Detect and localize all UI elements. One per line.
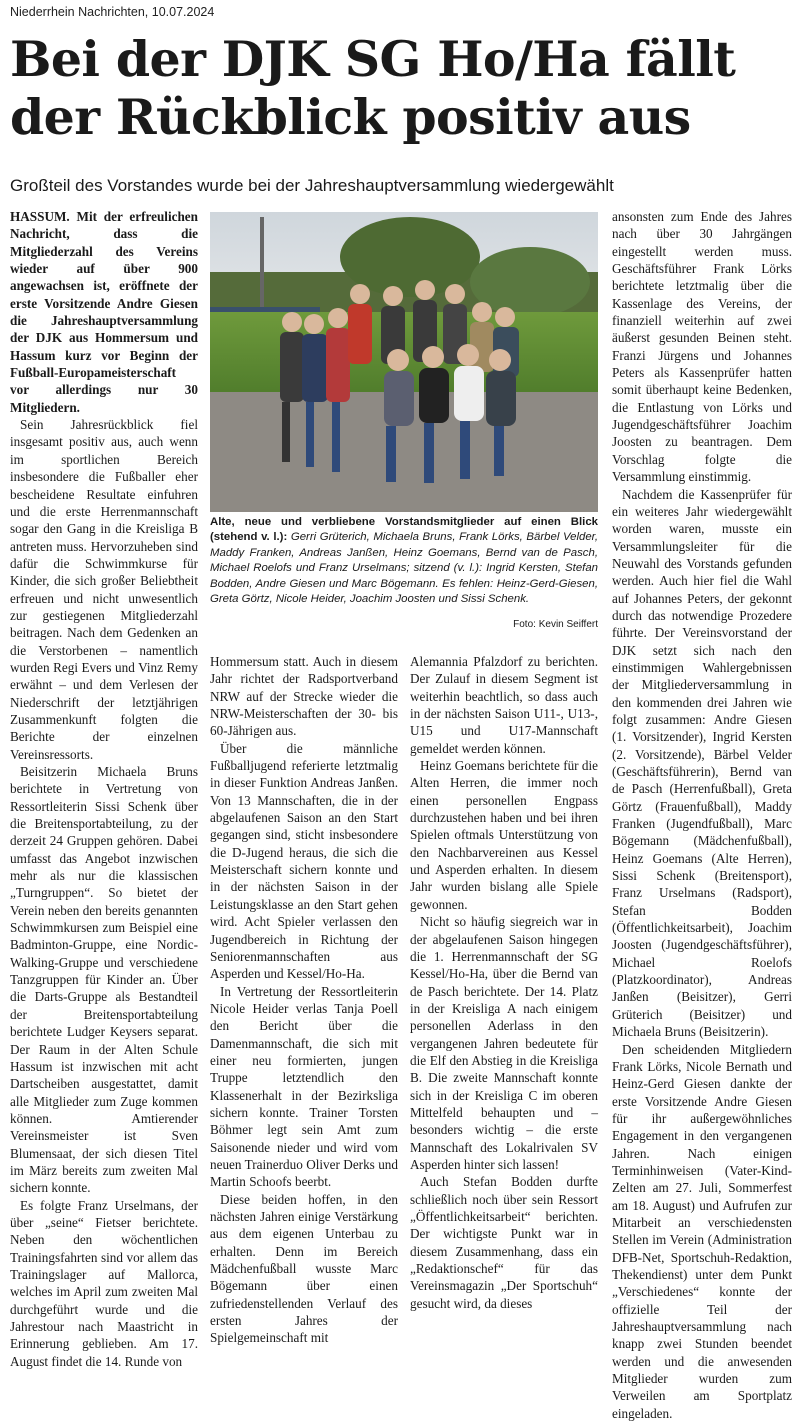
lead-paragraph: HASSUM. Mit der erfreulichen Nachricht, dass die Mitgliederzahl des Vereins wieder auf über 900 angewachsen ist, eröffnete der erste Vorsitzende Andre Giesen die Jahreshauptversammlung der DJK aus Hommersum und Hassum kurz vor Beginn der Fußball-Europameisterschaft vor allerdings nur 30 Mitgliedern. bbox=[10, 208, 198, 416]
paragraph: Alemannia Pfalzdorf zu berichten. Der Zulauf in diesem Segment ist weiterhin beachtlich, so dass auch in der nächsten Saison U11-, U13-, U15 und U17-Mannschaft gemeldet werden können. bbox=[410, 653, 598, 757]
paragraph: Nicht so häufig siegreich war in der abgelaufenen Saison hingegen die 1. Herrenmannschaft der SG Kessel/Ho-Ha, über die Bernd van de Pasch berichtete. Der 14. Platz in der Kreisliga A nach einigem personellen Aderlass in den vergangenen Jahren bedeutete für die Elf den Abstieg in die Kreisliga B. Die zweite Mannschaft konnte sich in der Kreisliga C im oberen Mittelfeld behaupten und – besonders wichtig – die erste Mannschaft des Lokalrivalen SV Asperden hinter sich lassen! bbox=[410, 913, 598, 1173]
caption-bold: Alte, neue und verbliebene Vorstandsmitglieder auf einen Blick (stehend v. l.): bbox=[210, 516, 598, 543]
article-column-4 bbox=[612, 208, 792, 1422]
photo-credit: Foto: Kevin Seiffert bbox=[470, 619, 598, 630]
team-photo bbox=[210, 212, 598, 512]
paragraph: Beisitzerin Michaela Bruns berichtete in Vertretung von Ressortleiterin Sissi Schenk über die Breitensportabteilung, zu der derzeit 24 Gruppen gehören. Dabei umfasst das Angebot inzwischen mehr als nur die klassischen „Turngruppen“. So bietet der Verein neben den bereits genannten Schwimmkursen zum Beispiel eine Badminton-Gruppe, eine Nordic-Walking-Gruppe und verschiedene Tanzgruppen für Kinder an. Über die Darts-Gruppe als Bestandteil der Breitensportabteilung berichtete Ludger Keysers separat. Der Raum in der Alten Schule Hassum ist inzwischen mit acht Dartscheiben ausgestattet, damit alle Mitglieder zum Zuge kommen können. Amtierender Vereinsmeister ist Sven Blumensaat, der sich diesen Titel im März bereits zum zweiten Mal sichern konnte. bbox=[10, 763, 198, 1197]
paragraph: Auch Stefan Bodden durfte schließlich noch über sein Ressort „Öffentlichkeitsarbeit“ berichten. Der wichtigste Punkt war in diesem Zusammenhang, dass ein „Redaktionschef“ für das Vereinsmagazin „Der Sportschuh“ gesucht wird, da dieses bbox=[410, 1173, 598, 1312]
paragraph: Heinz Goemans berichtete für die Alten Herren, die immer noch einen personellen Engpass durchzustehen haben und bei ihren Spielen oftmals Unterstützung von den Nachbarvereinen aus Kessel und Asperden erhalten. In diesem Jahr wurden bislang alle Spiele gewonnen. bbox=[410, 757, 598, 913]
article-column-2 bbox=[210, 653, 398, 1347]
article-column-1 bbox=[10, 208, 198, 1370]
paragraph: Nachdem die Kassenprüfer für ein weiteres Jahr wiedergewählt worden waren, musste ein Versammlungsleiter für die Neuwahl des Vorstands gefunden werden. Auch hier fiel die Wahl auf Johannes Peters, der gekonnt durch das notwendige Prozedere führte. Der Vereinsvorstand der DJK setzt sich nach den einstimmigen Wahlergebnissen der Mitgliederversammlung in den kommenden drei Jahren wie folgt zusammen: Andre Giesen (1. Vorsitzender), Ingrid Kersten (2. Vorsitzende), Bärbel Velder (Geschäftsführerin), Bernd van de Pasch (Herrenfußball), Greta Görtz (Frauenfußball), Maddy Franken (Jugendfußball), Marc Bögemann (Mädchenfußball), Heinz Goemans (Alte Herren), Sissi Schenk (Breitensport), Franz Urselmans (Radsport), Stefan Bodden (Öffentlichkeitsarbeit), Joachim Joosten (Jugendgeschäftsführer), Michael Roelofs (Platzkoordinator), Andreas Janßen (Beisitzer), Gerri Grüterich (Beisitzer) und Michaela Bruns (Beisitzerin). bbox=[612, 486, 792, 1041]
paragraph: Hommersum statt. Auch in diesem Jahr richtet der Radsportverband NRW auf der Strecke wieder die NRW-Meisterschaften der 30- bis 60-Jährigen aus. bbox=[210, 653, 398, 740]
paragraph: Es folgte Franz Urselmans, der über „seine“ Fietser berichtete. Neben den wöchentlichen Trainingsfahrten sind vor allem das Trainingslager auf Mallorca, welches im April zum zweiten Mal durchgeführt wurde und die Jahrestour nach Maastricht in Erinnerung geblieben. Am 17. August findet die 14. Runde von bbox=[10, 1197, 198, 1370]
photo-caption bbox=[210, 515, 598, 607]
article-column-3 bbox=[410, 653, 598, 1312]
paragraph: Diese beiden hoffen, in den nächsten Jahren einige Verstärkung aus dem eigenen Unterbau zu erhalten. Denn im Bereich Mädchenfußball wusste Marc Bögemann über einen zufriedenstellenden Verlauf des ersten Jahres der Spielgemeinschaft mit bbox=[210, 1191, 398, 1347]
paragraph: In Vertretung der Ressortleiterin Nicole Heider verlas Tanja Poell den Bericht über die Damenmannschaft, die sich mit einer neu formierten, jungen Truppe letztendlich den Klassenerhalt in der Bezirksliga sichern konnte. Trainer Torsten Böhmer legt sein Amt zum Saisonende nieder und wird vom neuen Trainerduo Oliver Derks und Martin Schoofs beerbt. bbox=[210, 983, 398, 1191]
paragraph: Sein Jahresrückblick fiel insgesamt positiv aus, auch wenn im sportlichen Bereich insbesondere die Fußballer eher bescheidene Resultate einfuhren und die erste Herrenmannschaft sogar den Gang in die Kreisliga B antreten muss. Hervorzuheben sind dafür die Schwimmkurse für Kinder, die sich großer Beliebtheit erfreuen und nicht unwesentlich zur gestiegenen Mitgliederzahl beitragen. Nach dem Gedenken an die Verstorbenen – namentlich wurden Regi Evers und Vinz Remy erwähnt – und dem Verlesen der Niederschrift der letztjährigen Zusammenkunft folgten die Berichte der einzelnen Vereinsressorts. bbox=[10, 416, 198, 763]
team-photo-image bbox=[210, 212, 598, 512]
source-line: Niederrhein Nachrichten, 10.07.2024 bbox=[10, 5, 214, 19]
headline: Bei der DJK SG Ho/Ha fällt der Rückblick positiv aus bbox=[10, 30, 790, 146]
paragraph: Den scheidenden Mitgliedern Frank Lörks, Nicole Bernath und Heinz-Gerd Giesen dankte der erste Vorsitzende Andre Giesen für ihr außergewöhnliches Engagement in den vergangenen Jahren. Nach einigen Terminhinweisen (Vater-Kind-Zelten am 27. Juli, Sommerfest am 18. August) und Aufrufen zur Mitarbeit an verschiedensten Stellen im Verein (Administration DFB-Net, Sportschuh-Redaktion, Thekendienst) unter dem Punkt „Verschiedenes“ konnte der offizielle Teil der Jahreshauptversammlung nach knapp zwei Stunden beendet werden und die anwesenden Mitglieder wurden zum Verweilen am Sportplatz eingeladen. bbox=[612, 1041, 792, 1422]
paragraph: Über die männliche Fußballjugend referierte letztmalig in dieser Funktion Andreas Janßen. Von 13 Mannschaften, die in der abgelaufenen Saison an den Start gegangen sind, sticht insbesondere die D-Jugend heraus, die sich die Meisterschaft sichern konnte und in der nächsten Saison in der Leistungsklasse an den Start gehen wird. Acht Spieler verlassen den Jugendbereich in Richtung der Seniorenmannschaften aus Asperden und Kessel/Ho-Ha. bbox=[210, 740, 398, 983]
paragraph: ansonsten zum Ende des Jahres nach über 30 Jahrgängen eingestellt werden muss. Geschäftsführer Frank Lörks berichtete letztmalig über die Kassenlage des Vereins, der finanziell weiterhin auf zwei äußerst gesunden Beinen steht. Franzi Jürgens und Johannes Peters als Kassenprüfer hatten somit überhaupt keine Bedenken, die Entlastung von Lörks und Jugendgeschäftsführer Joachim Joosten zu beantragen. Dem Vorschlag folgte die Versammlung einstimmig. bbox=[612, 208, 792, 486]
subheadline: Großteil des Vorstandes wurde bei der Jahreshauptversammlung wiedergewählt bbox=[10, 176, 790, 196]
caption-names: Gerri Grüterich, Michaela Bruns, Frank Lörks, Bärbel Velder, Maddy Franken, Andreas Janßen, Heinz Goemans, Bernd van de Pasch, Michael Roelofs und Franz Urselmans; sitzend (v. l.): Ingrid Kersten, Stefan Bodden, Andre Giesen und Marc Bögemann. Es fehlen: Heinz-Gerd-Giesen, Greta Görtz, Nicole Heider, Joachim Joosten und Sissi Schenk. bbox=[210, 531, 598, 605]
